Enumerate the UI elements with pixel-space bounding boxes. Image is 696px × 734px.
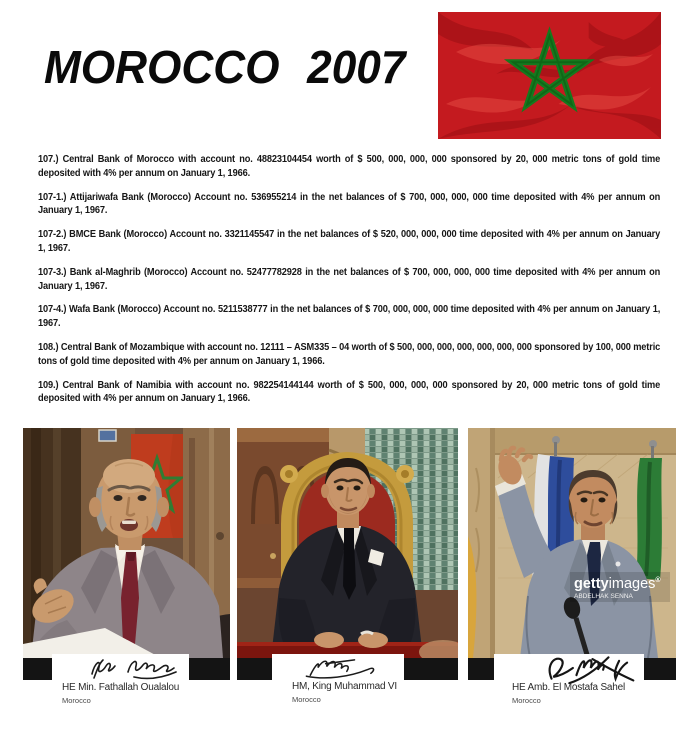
caption-name: HE Amb. El Mostafa Sahel <box>512 682 626 693</box>
bank-entries <box>38 153 660 416</box>
gettyimages-watermark <box>570 572 670 602</box>
bank-entry-109: 109.) Central Bank of Namibia with account no. 982254144144 worth of $ 500, 000, 000, 000 sponsored by 20, 000 metric tons of gold time deposited with 4% per annum on January 1, 1966. <box>38 378 661 405</box>
caption-fathallah-oualalou <box>52 654 189 716</box>
photo-el-mostafa-sahel-image <box>468 428 676 658</box>
page-title: MOROCCO 2007 <box>44 41 406 93</box>
bank-entry-108: 108.) Central Bank of Mozambique with account no. 12111 – ASM335 – 04 worth of $ 500, 000, 000, 000, 000, 000, 000 sponsored by 100, 000 metric tons of gold time deposited with 4% per annum on January 1, 1966. <box>38 340 661 367</box>
caption-country: Morocco <box>512 696 541 705</box>
svg-text:gettyimages®: gettyimages® <box>574 576 661 592</box>
bank-entry-107-1: 107-1.) Attijariwafa Bank (Morocco) Account no. 536955214 in the net balances of $ 700, 000, 000, 000 time deposited with 4% per annum on January 1, 1967. <box>38 190 661 217</box>
photo-king-muhammad-vi-image <box>237 428 458 658</box>
morocco-flag-image <box>438 12 661 139</box>
signature-king-muhammad-vi <box>296 656 388 681</box>
bank-entry-107: 107.) Central Bank of Morocco with account no. 48823104454 worth of $ 500, 000, 000, 000 sponsored by 20, 000 metric tons of gold time deposited with 4% per annum on January 1, 1966. <box>38 153 661 179</box>
signature-fathallah-oualalou <box>80 656 184 682</box>
photo-fathallah-oualalou-image <box>23 428 230 658</box>
morocco-flag-art <box>438 12 661 139</box>
bank-entry-107-4: 107-4.) Wafa Bank (Morocco) Account no. 5211538777 in the net balances of $ 700, 000, 000, 000 time deposited with 4% per annum on January 1, 1967. <box>38 303 661 330</box>
caption-name: HE Min. Fathallah Oualalou <box>62 682 180 693</box>
signature-el-mostafa-sahel <box>526 652 650 684</box>
bank-entry-107-2: 107-2.) BMCE Bank (Morocco) Account no. 3321145547 in the net balances of $ 520, 000, 000, 000 time deposited with 4% per annum on January 1, 1967. <box>38 228 661 254</box>
caption-name: HM, King Muhammad VI <box>292 681 397 692</box>
photo-king-muhammad-vi <box>237 428 458 704</box>
caption-el-mostafa-sahel <box>494 654 644 716</box>
bank-entry-107-3: 107-3.) Bank al-Maghrib (Morocco) Account no. 52477782928 in the net balances of $ 700, 000, 000, 000 time deposited with 4% per annum on January 1, 1967. <box>38 265 661 292</box>
photo-fathallah-oualalou <box>23 428 230 705</box>
photo-el-mostafa-sahel <box>468 428 676 705</box>
caption-country: Morocco <box>62 696 91 705</box>
caption-country: Morocco <box>292 695 321 704</box>
caption-king-muhammad-vi <box>272 654 404 716</box>
svg-text:ABDELHAK SENNA: ABDELHAK SENNA <box>574 593 633 600</box>
